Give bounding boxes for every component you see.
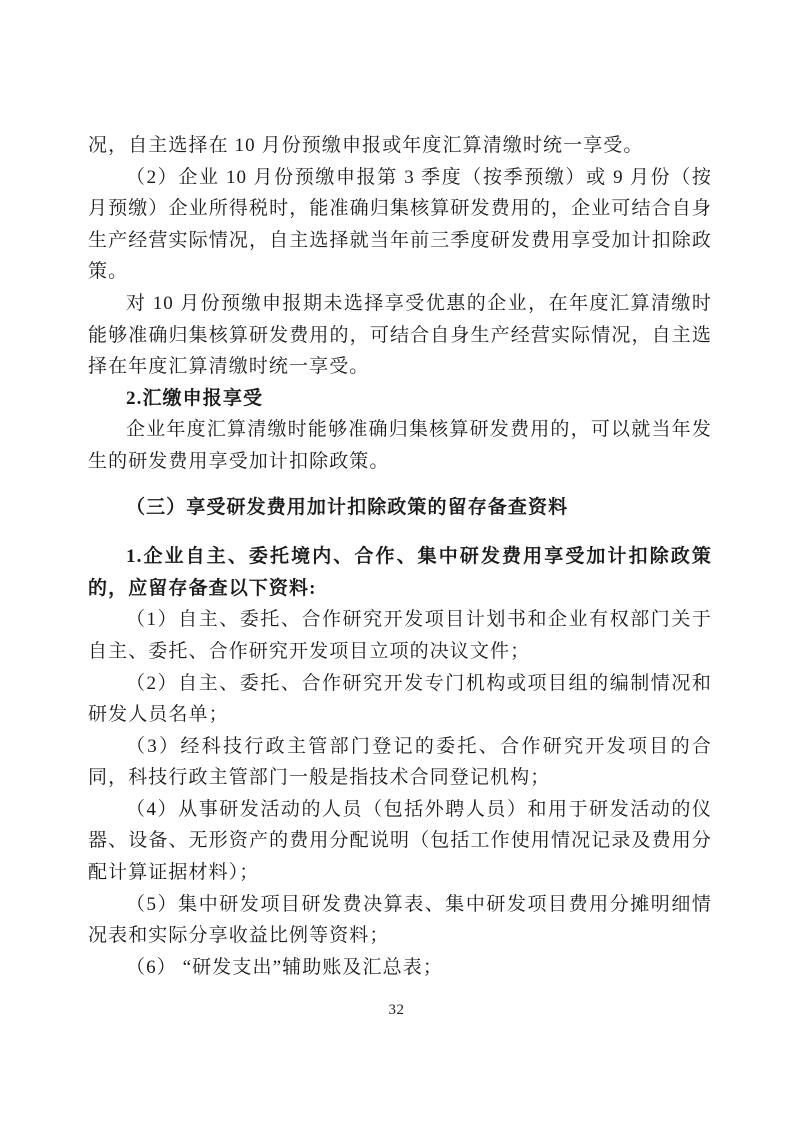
- paragraph-annual-settlement: 企业年度汇算清缴时能够准确归集核算研发费用的，可以就当年发生的研发费用享受加计扣除政策。: [88, 419, 712, 472]
- list-item-4: （4）从事研发活动的人员（包括外聘人员）和用于研发活动的仪器、设备、无形资产的费用分配说明（包括工作使用情况记录及费用分配计算证据材料）；: [88, 798, 712, 884]
- list-item-6: （6） “研发支出”辅助账及汇总表；: [126, 956, 443, 978]
- subheading-settlement-declaration: 2.汇缴申报享受: [126, 387, 264, 409]
- list-item-5: （5）集中研发项目研发费决算表、集中研发项目费用分摊明细情况表和实际分享收益比例等资料；: [88, 893, 712, 947]
- paragraph-prepay-item-2: （2）企业 10 月份预缴申报第 3 季度（按季预缴）或 9 月份（按月预缴）企业所得税时，能准确归集核算研发费用的，企业可结合自身生产经营实际情况，自主选择就当年前三季度研发费用享受加计扣除政策。: [88, 166, 712, 283]
- list-item-2: （2）自主、委托、合作研究开发专门机构或项目组的编制情况和研发人员名单；: [88, 672, 712, 726]
- list-item-3: （3）经科技行政主管部门登记的委托、合作研究开发项目的合同，科技行政主管部门一般是指技术合同登记机构；: [88, 735, 712, 789]
- paragraph-october-declaration: 对 10 月份预缴申报期未选择享受优惠的企业，在年度汇算清缴时能够准确归集核算研发费用的，可结合自身生产经营实际情况，自主选择在年度汇算清缴时统一享受。: [88, 292, 712, 378]
- page-number: 32: [388, 1002, 405, 1018]
- section-heading-retained-materials: （三）享受研发费用加计扣除政策的留存备查资料: [126, 496, 569, 518]
- subheading-retained-materials-list: 1.企业自主、委托境内、合作、集中研发费用享受加计扣除政策的，应留存备查以下资料:: [88, 546, 712, 599]
- document-body: [88, 130, 712, 983]
- paragraph-continuation: 况，自主选择在 10 月份预缴申报或年度汇算清缴时统一享受。: [88, 135, 644, 156]
- list-item-1: （1）自主、委托、合作研究开发项目计划书和企业有权部门关于自主、委托、合作研究开发项目立项的决议文件；: [88, 609, 712, 662]
